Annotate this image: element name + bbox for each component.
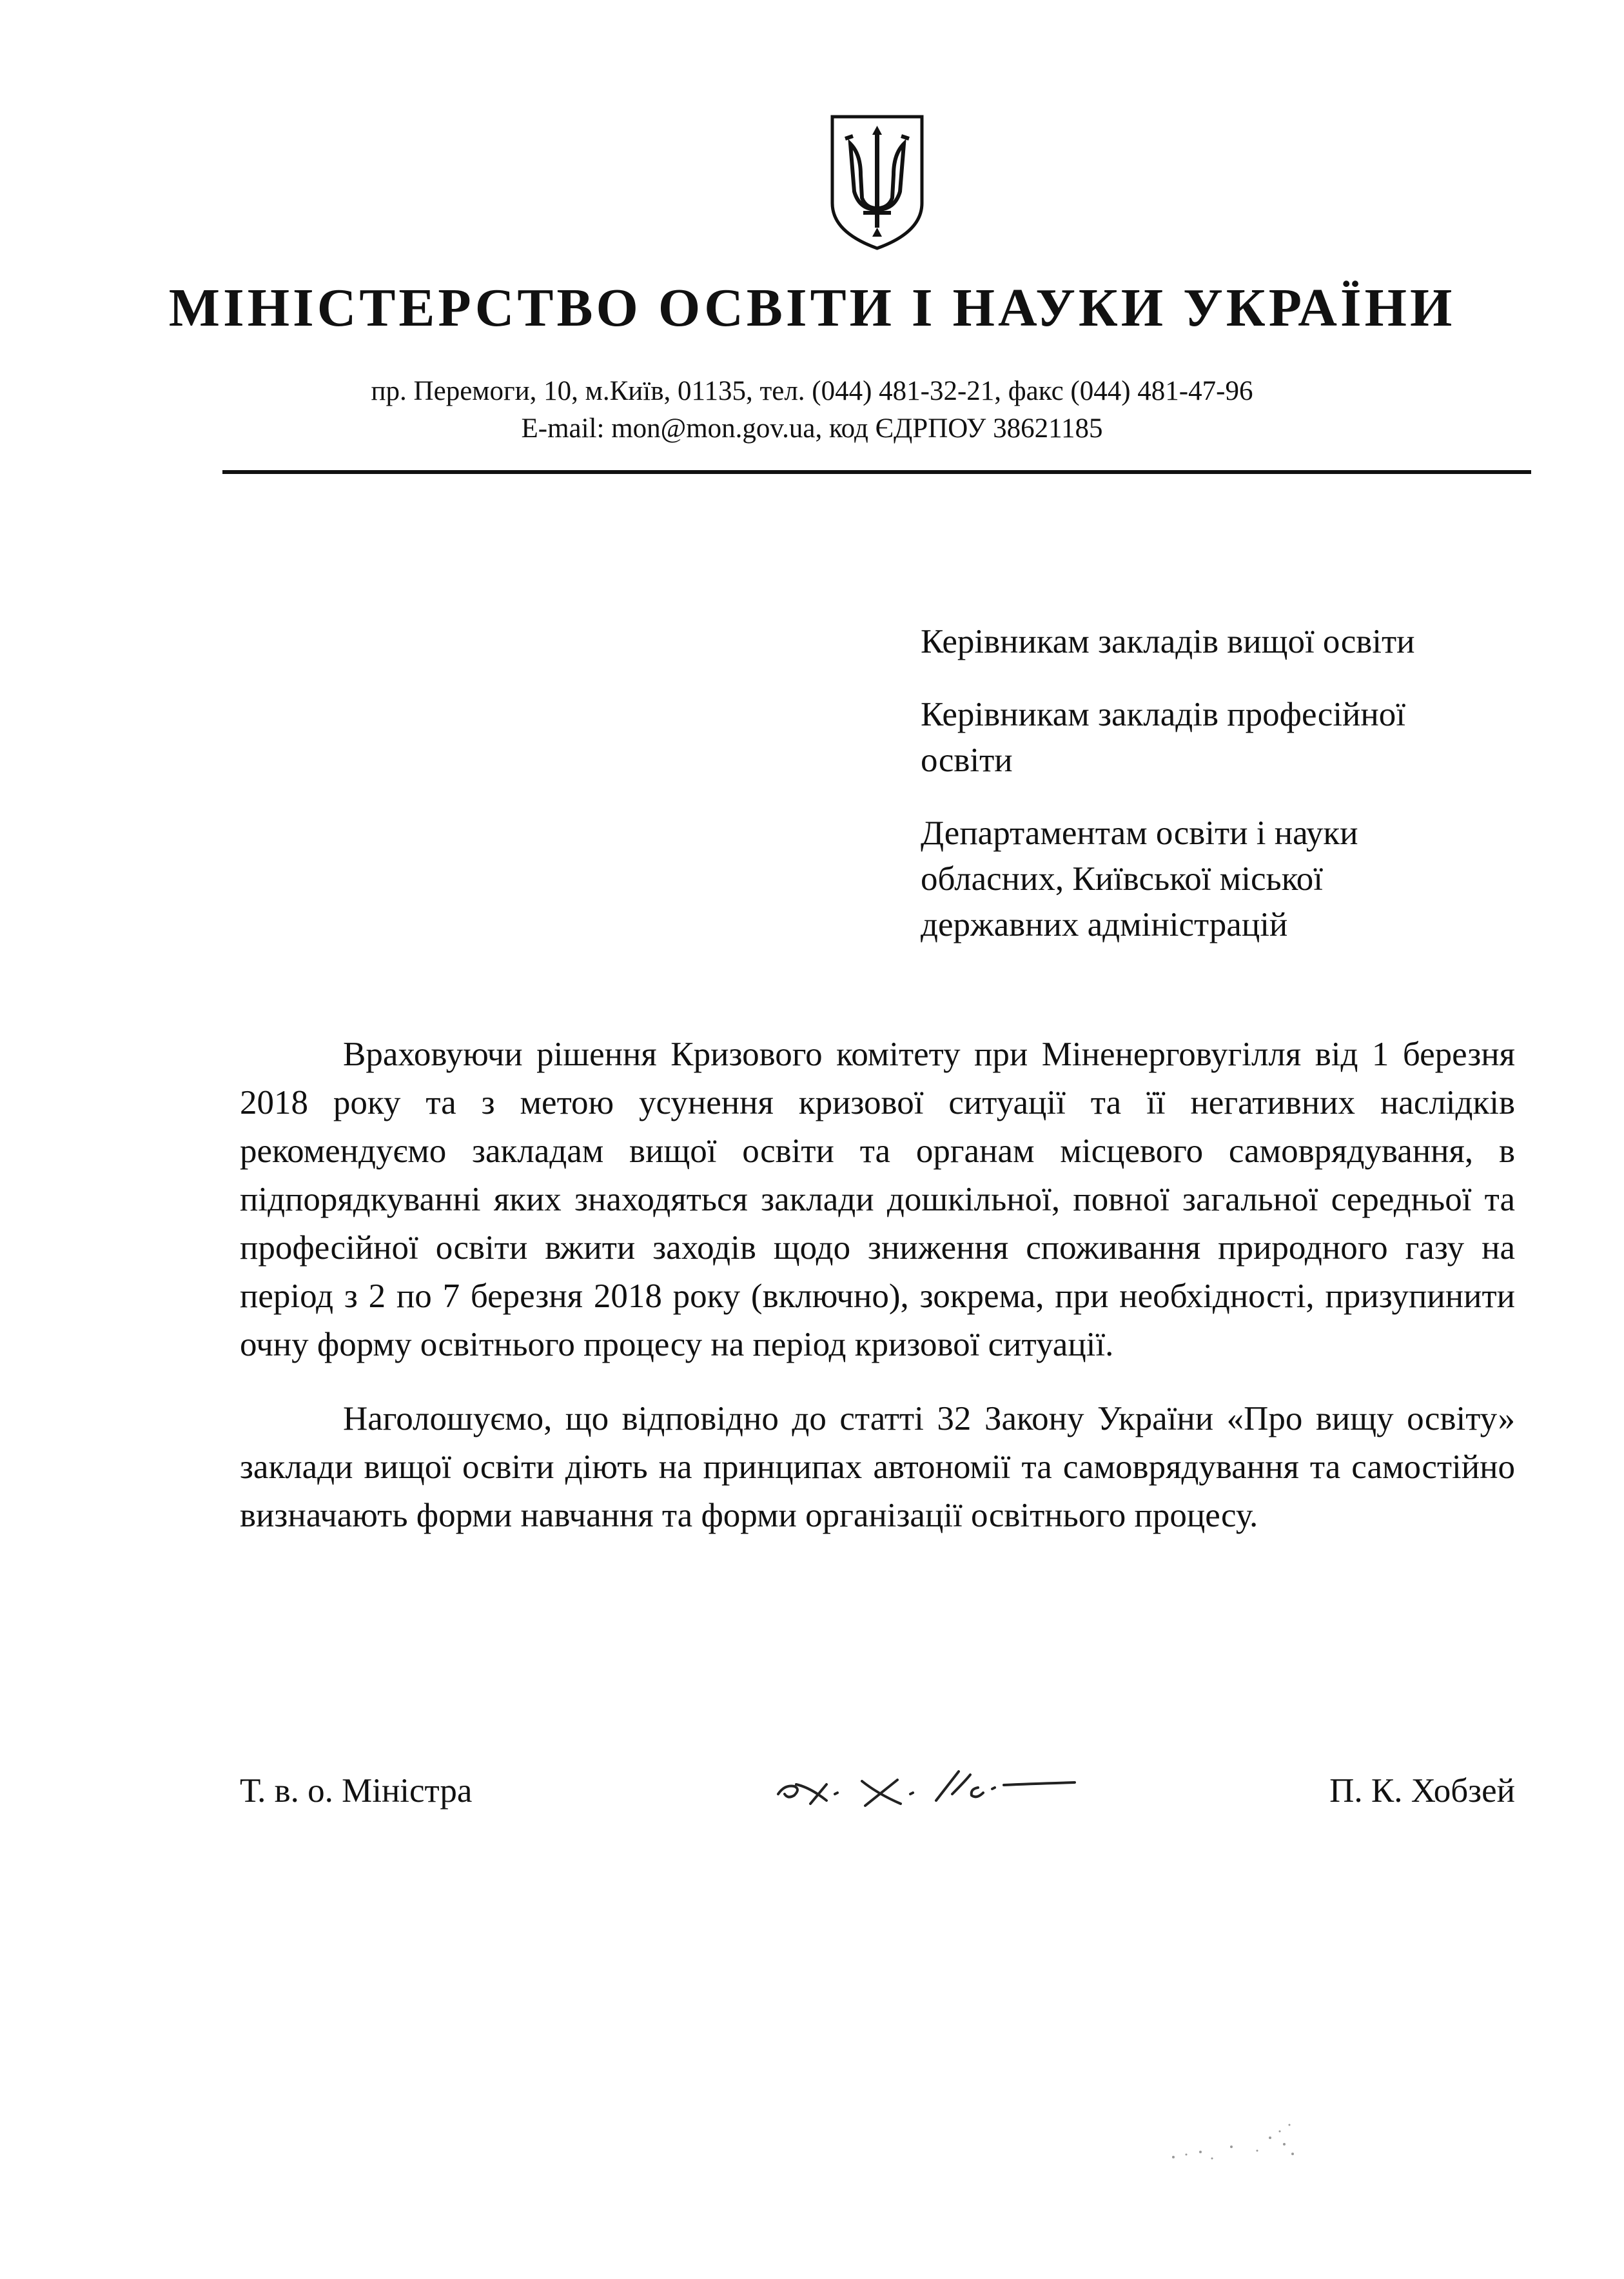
handwritten-signature-icon <box>765 1749 1088 1813</box>
scan-specks <box>1160 2106 1322 2176</box>
addressee-item: Керівникам закладів вищої освіти <box>921 623 1415 660</box>
addressee-item: Керівникам закладів професійної освіти <box>921 696 1405 779</box>
addressee-block <box>921 619 1565 975</box>
address-line: пр. Перемоги, 10, м.Київ, 01135, тел. (044) 481-32-21, факс (044) 481-47-96 <box>371 376 1253 406</box>
header-divider <box>222 470 1531 474</box>
body-paragraph: Враховуючи рішення Кризового комітету при Міненерговугілля від 1 березня 2018 року та з метою усунення кризової ситуації та її негативних наслідків рекомендуємо закладам вищої освіти та органам місцевого самоврядування, в підпорядкуванні яких знаходяться заклади дошкільної, повної загальної середньої та професійної освіти вжити заходів щодо зниження споживання природного газу на період з 2 по 7 березня 2018 року (включно), зокрема, при необхідності, призупинити очну форму освітнього процесу на період кризової ситуації. <box>240 1036 1515 1363</box>
contact-block <box>0 373 1624 448</box>
signer-name: П. К. Хобзей <box>1329 1772 1515 1810</box>
signer-position: Т. в. о. Міністра <box>240 1772 473 1810</box>
letter-body <box>240 1031 1515 1566</box>
addressee-item: Департаментам освіти і науки обласних, Київської міської державних адміністрацій <box>921 814 1358 943</box>
email-line: E-mail: mon@mon.gov.ua, код ЄДРПОУ 38621185 <box>521 413 1103 444</box>
trident-icon <box>827 113 927 252</box>
body-paragraph: Наголошуємо, що відповідно до статті 32 Закону України «Про вищу освіту» заклади вищої освіти діють на принципах автономії та самоврядування та самостійно визначають форми навчання та форми організації освітнього процесу. <box>240 1400 1515 1534</box>
ministry-name: МІНІСТЕРСТВО ОСВІТИ І НАУКИ УКРАЇНИ <box>168 278 1456 338</box>
signature-row <box>240 1768 1515 1826</box>
